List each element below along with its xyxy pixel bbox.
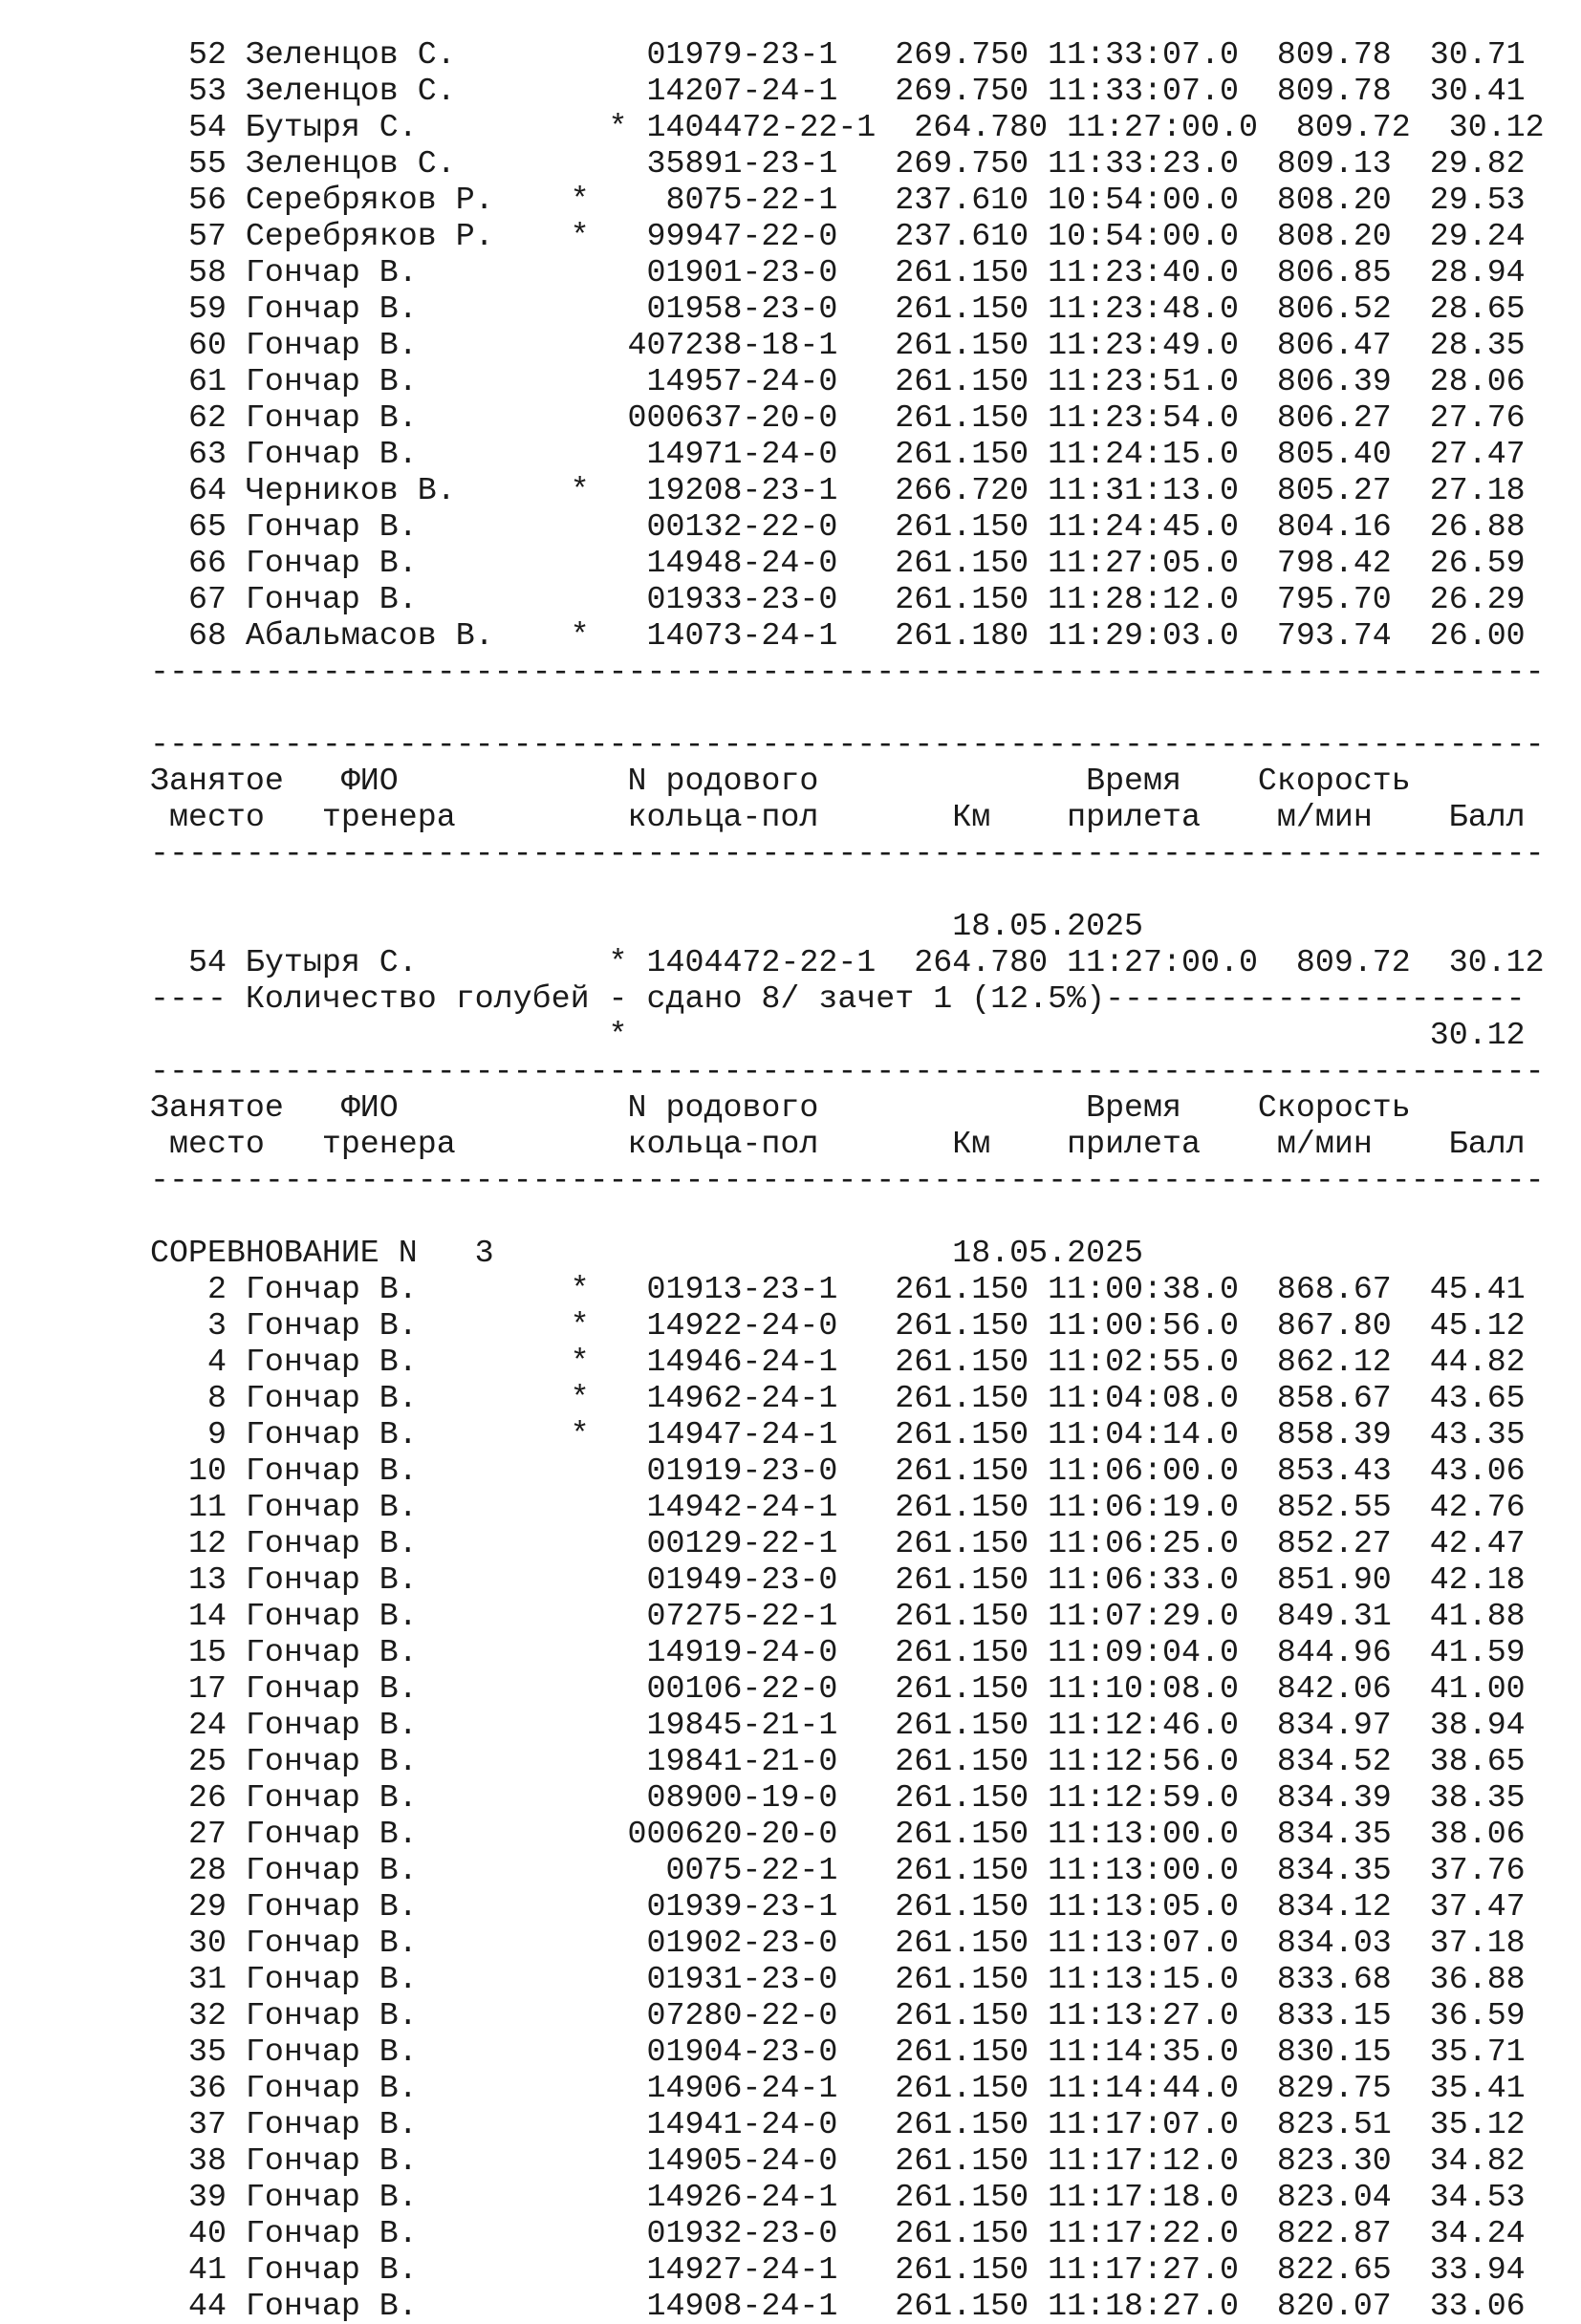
blank-line: [150, 1198, 1545, 1235]
text-line: 58 Гончар В. 01901-23-0 261.150 11:23:40.0 806.85 28.94: [150, 254, 1526, 290]
text-line: * 30.12: [150, 1017, 1526, 1053]
text-line: 8 Гончар В. * 14962-24-1 261.150 11:04:08.0 858.67 43.65: [150, 1380, 1526, 1416]
text-line: 32 Гончар В. 07280-22-0 261.150 11:13:27.0 833.15 36.59: [150, 1997, 1526, 2034]
text-line: 4 Гончар В. * 14946-24-1 261.150 11:02:55.0 862.12 44.82: [150, 1344, 1526, 1380]
text-line: 44 Гончар В. 14908-24-1 261.150 11:18:27.0 820.07 33.06: [150, 2288, 1526, 2324]
text-line: 3 Гончар В. * 14922-24-0 261.150 11:00:56.0 867.80 45.12: [150, 1307, 1526, 1344]
text-line: 54 Бутыря С. * 1404472-22-1 264.780 11:27:00.0 809.72 30.12: [150, 109, 1545, 145]
text-line: 11 Гончар В. 14942-24-1 261.150 11:06:19.0 852.55 42.76: [150, 1489, 1526, 1525]
separator-line: -------------------------------------------------------------------------: [150, 1162, 1545, 1198]
blank-line: [150, 872, 1545, 908]
text-line: 27 Гончар В. 000620-20-0 261.150 11:13:00.0 834.35 38.06: [150, 1816, 1526, 1852]
text-line: 57 Серебряков Р. * 99947-22-0 237.610 10:54:00.0 808.20 29.24: [150, 218, 1526, 254]
separator-line: -------------------------------------------------------------------------: [150, 835, 1545, 872]
text-line: 59 Гончар В. 01958-23-0 261.150 11:23:48.0 806.52 28.65: [150, 290, 1526, 327]
text-line: 29 Гончар В. 01939-23-1 261.150 11:13:05.0 834.12 37.47: [150, 1888, 1526, 1925]
text-line: 10 Гончар В. 01919-23-0 261.150 11:06:00.0 853.43 43.06: [150, 1452, 1526, 1489]
text-line: место тренера кольца-пол Км прилета м/мин Балл: [150, 1126, 1526, 1162]
text-line: 2 Гончар В. * 01913-23-1 261.150 11:00:38.0 868.67 45.41: [150, 1271, 1526, 1307]
text-line: 24 Гончар В. 19845-21-1 261.150 11:12:46.0 834.97 38.94: [150, 1707, 1526, 1743]
text-line: 40 Гончар В. 01932-23-0 261.150 11:17:22.0 822.87 34.24: [150, 2215, 1526, 2251]
text-line: 18.05.2025: [150, 908, 1144, 944]
text-line: 13 Гончар В. 01949-23-0 261.150 11:06:33.0 851.90 42.18: [150, 1561, 1526, 1598]
text-line: СОРЕВНОВАНИЕ N 3 18.05.2025: [150, 1235, 1144, 1271]
text-line: 14 Гончар В. 07275-22-1 261.150 11:07:29.0 849.31 41.88: [150, 1598, 1526, 1634]
text-line: 9 Гончар В. * 14947-24-1 261.150 11:04:14.0 858.39 43.35: [150, 1416, 1526, 1452]
text-line: 39 Гончар В. 14926-24-1 261.150 11:17:18.0 823.04 34.53: [150, 2179, 1526, 2215]
text-line: 28 Гончар В. 0075-22-1 261.150 11:13:00.0 834.35 37.76: [150, 1852, 1526, 1888]
text-line: 55 Зеленцов С. 35891-23-1 269.750 11:33:23.0 809.13 29.82: [150, 145, 1526, 182]
text-line: 61 Гончар В. 14957-24-0 261.150 11:23:51.0 806.39 28.06: [150, 363, 1526, 399]
text-line: 65 Гончар В. 00132-22-0 261.150 11:24:45.0 804.16 26.88: [150, 508, 1526, 545]
text-line: 67 Гончар В. 01933-23-0 261.150 11:28:12.0 795.70 26.29: [150, 581, 1526, 617]
text-line: 62 Гончар В. 000637-20-0 261.150 11:23:54.0 806.27 27.76: [150, 399, 1526, 436]
text-line: 37 Гончар В. 14941-24-0 261.150 11:17:07.0 823.51 35.12: [150, 2106, 1526, 2142]
text-line: 25 Гончар В. 19841-21-0 261.150 11:12:56.0 834.52 38.65: [150, 1743, 1526, 1779]
text-line: 17 Гончар В. 00106-22-0 261.150 11:10:08.0 842.06 41.00: [150, 1670, 1526, 1707]
text-line: 54 Бутыря С. * 1404472-22-1 264.780 11:27:00.0 809.72 30.12: [150, 944, 1545, 980]
text-line: место тренера кольца-пол Км прилета м/мин Балл: [150, 799, 1526, 835]
text-line: 38 Гончар В. 14905-24-0 261.150 11:17:12.0 823.30 34.82: [150, 2142, 1526, 2179]
results-printout: [150, 36, 1545, 2324]
text-line: 68 Абальмасов В. * 14073-24-1 261.180 11:29:03.0 793.74 26.00: [150, 617, 1526, 654]
text-line: 26 Гончар В. 08900-19-0 261.150 11:12:59.0 834.39 38.35: [150, 1779, 1526, 1816]
text-line: 15 Гончар В. 14919-24-0 261.150 11:09:04.0 844.96 41.59: [150, 1634, 1526, 1670]
text-line: 66 Гончар В. 14948-24-0 261.150 11:27:05.0 798.42 26.59: [150, 545, 1526, 581]
separator-line: -------------------------------------------------------------------------: [150, 1053, 1545, 1089]
text-line: Занятое ФИО N родового Время Скорость: [150, 763, 1411, 799]
text-line: Занятое ФИО N родового Время Скорость: [150, 1089, 1411, 1126]
text-line: 31 Гончар В. 01931-23-0 261.150 11:13:15.0 833.68 36.88: [150, 1961, 1526, 1997]
text-line: 12 Гончар В. 00129-22-1 261.150 11:06:25.0 852.27 42.47: [150, 1525, 1526, 1561]
text-line: 53 Зеленцов С. 14207-24-1 269.750 11:33:07.0 809.78 30.41: [150, 73, 1526, 109]
text-line: 56 Серебряков Р. * 8075-22-1 237.610 10:54:00.0 808.20 29.53: [150, 182, 1526, 218]
text-line: 52 Зеленцов С. 01979-23-1 269.750 11:33:07.0 809.78 30.71: [150, 36, 1526, 73]
blank-line: [150, 690, 1545, 726]
text-line: 41 Гончар В. 14927-24-1 261.150 11:17:27.0 822.65 33.94: [150, 2251, 1526, 2288]
separator-line: -------------------------------------------------------------------------: [150, 726, 1545, 763]
text-line: 30 Гончар В. 01902-23-0 261.150 11:13:07.0 834.03 37.18: [150, 1925, 1526, 1961]
text-line: 60 Гончар В. 407238-18-1 261.150 11:23:49.0 806.47 28.35: [150, 327, 1526, 363]
text-line: 36 Гончар В. 14906-24-1 261.150 11:14:44.0 829.75 35.41: [150, 2070, 1526, 2106]
text-line: 63 Гончар В. 14971-24-0 261.150 11:24:15.0 805.40 27.47: [150, 436, 1526, 472]
text-line: 35 Гончар В. 01904-23-0 261.150 11:14:35.0 830.15 35.71: [150, 2034, 1526, 2070]
separator-line: ---- Количество голубей - сдано 8/ зачет 1 (12.5%)----------------------: [150, 980, 1526, 1017]
text-line: 64 Черников В. * 19208-23-1 266.720 11:31:13.0 805.27 27.18: [150, 472, 1526, 508]
separator-line: -------------------------------------------------------------------------: [150, 654, 1545, 690]
